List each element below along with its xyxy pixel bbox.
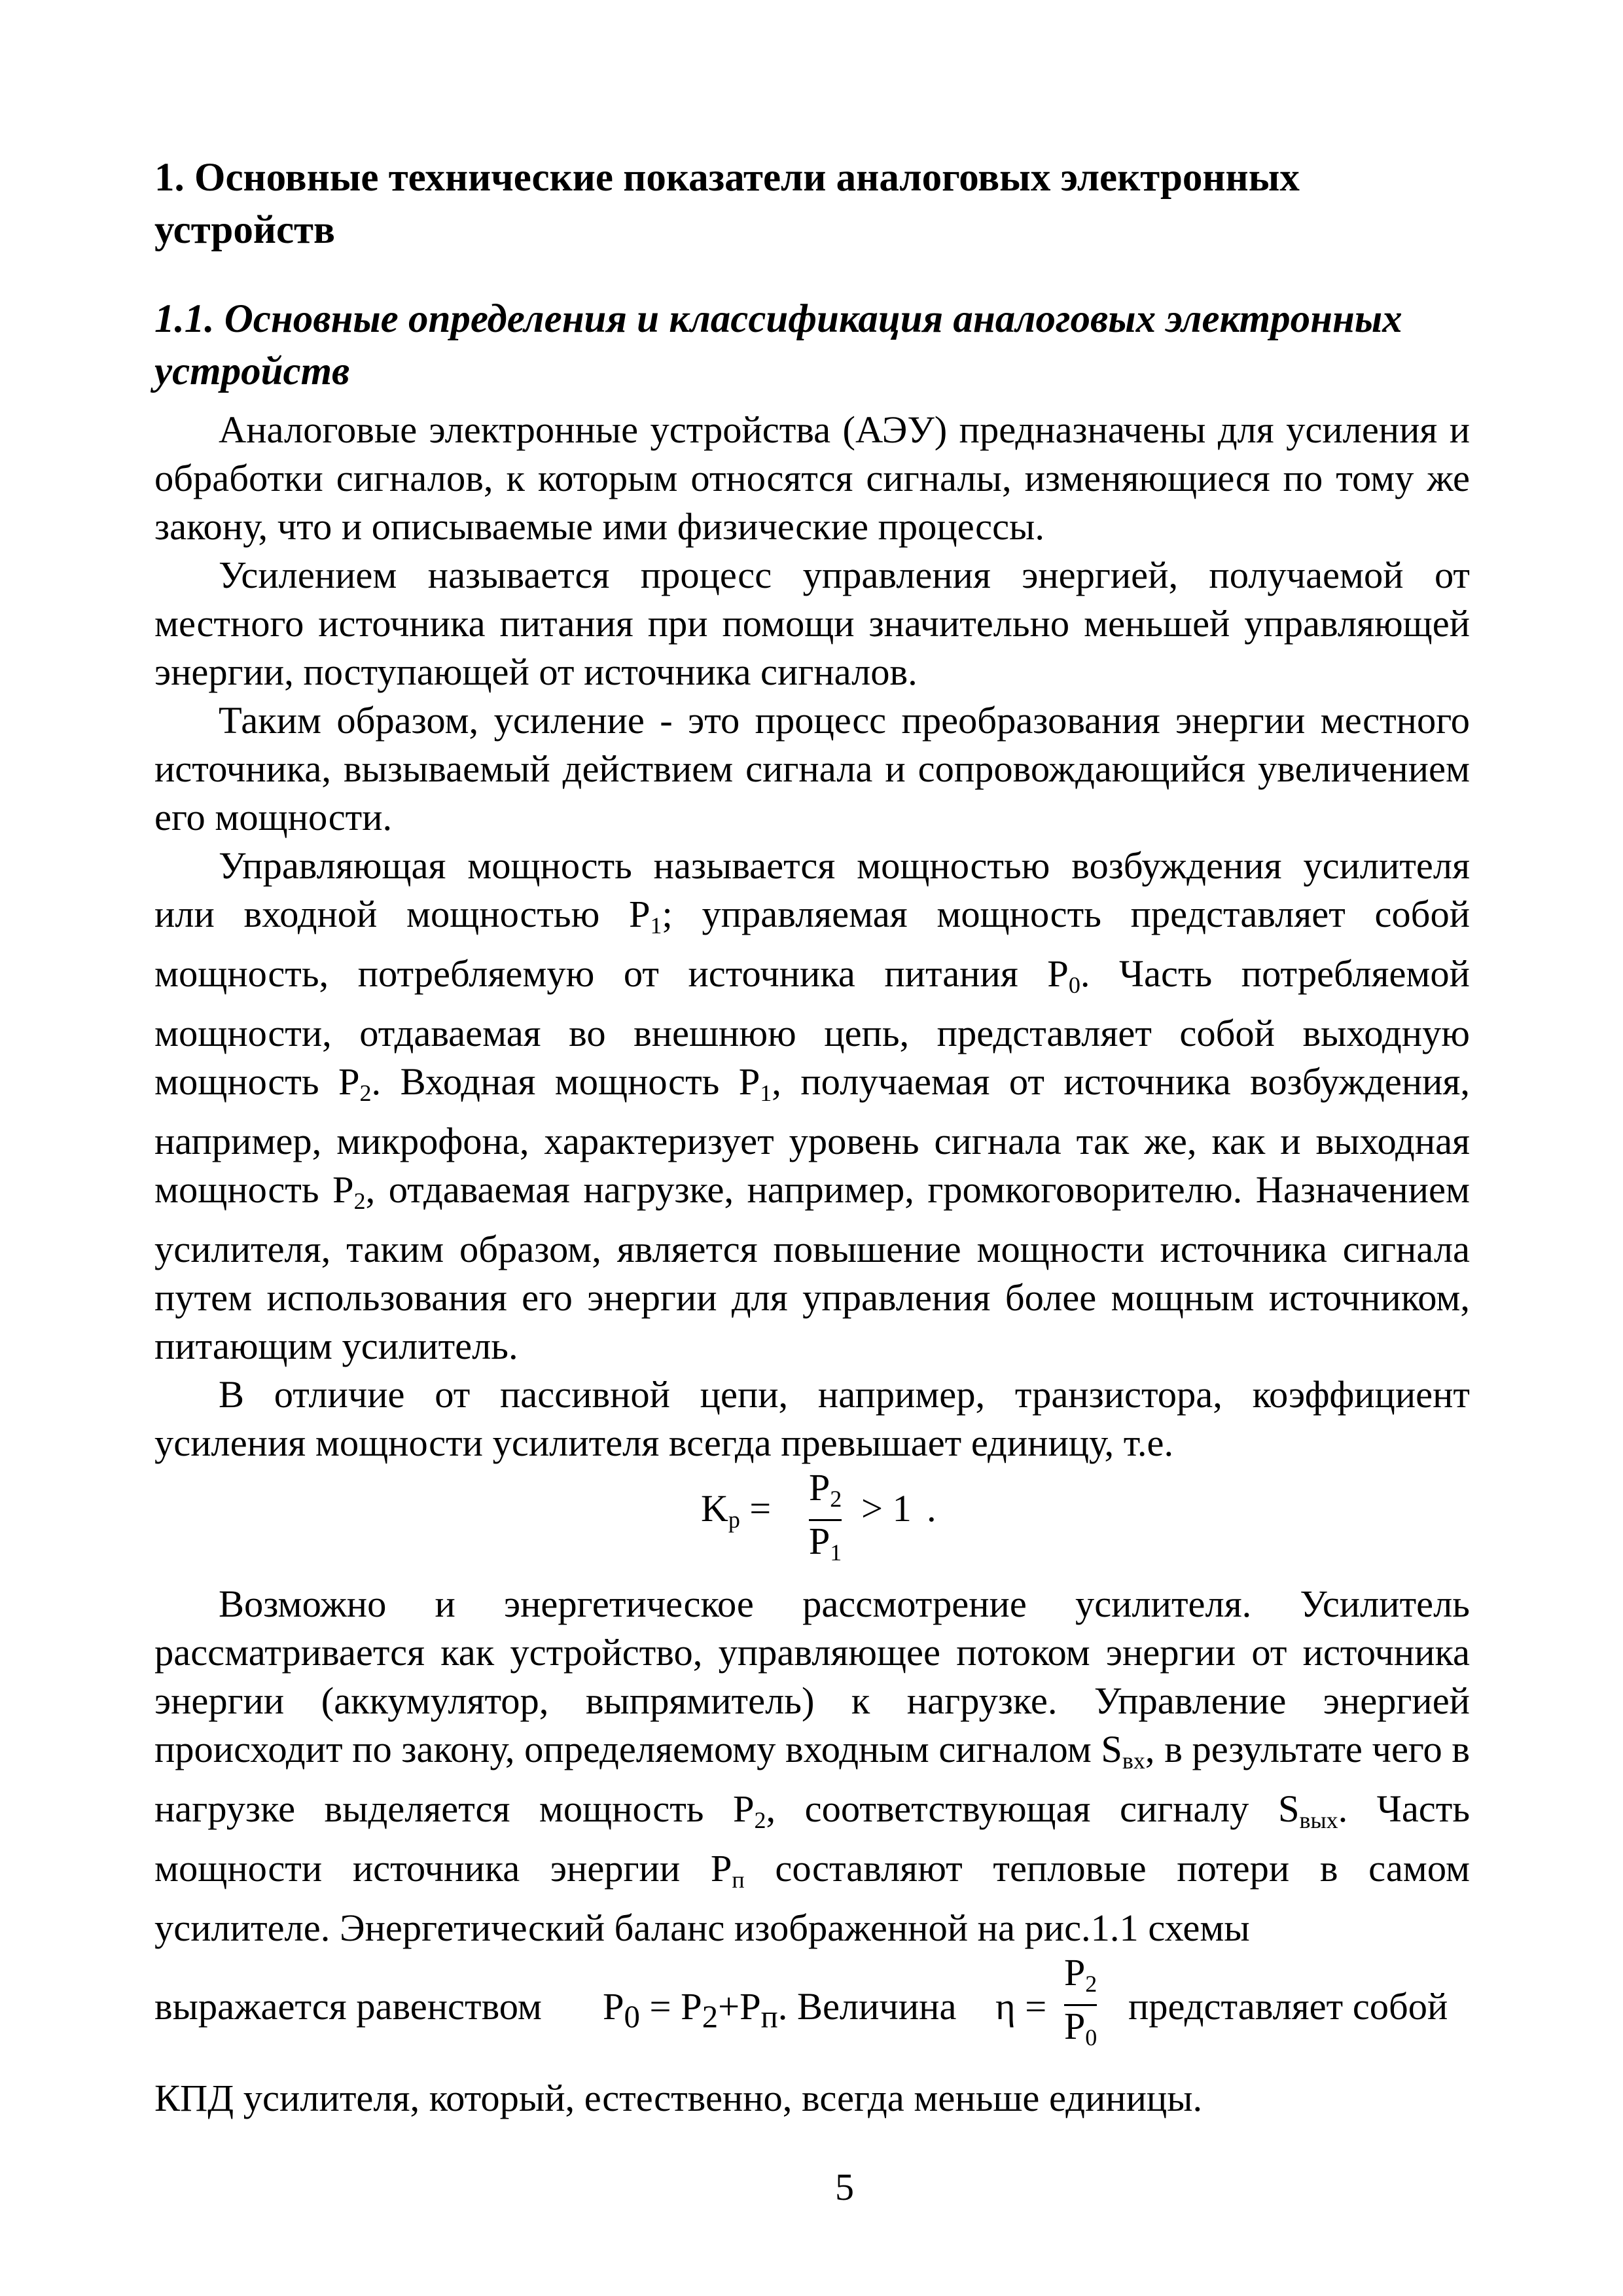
energy-balance-equation: $P_0 = P_2+P_п$. Величина	[603, 1985, 957, 2035]
paragraph-6: Возможно и энергетическое рассмотрение усилителя. Усилитель рассматривается как устройство, управляющее потоком энергии от источника энергии (аккумулятор, выпрямитель) к нагрузке. Управление энергией происходит по закону, определяемому входным сигналом $S_{вх}$, в результате чего в нагрузке выделяется мощность $P_2$, соответствующая сигналу $S_{вых}$. Часть мощности источника энергии $P_п$ составляют тепловые потери в самом усилителе. Энергетический баланс изображенной на рис.1.1 схемы	[154, 1583, 1471, 1949]
formula-kp-lhs: $K_р$ =	[701, 1487, 772, 1533]
formula-kp-rhs: > 1	[861, 1487, 912, 1530]
formula-kp-dot: .	[927, 1487, 936, 1530]
formula-eta-fraction: $P_2$ $P_0$	[1064, 1951, 1097, 2051]
body-text	[154, 406, 1470, 2123]
paragraph-1: Аналоговые электронные устройства (АЭУ) предназначены для усиления и обработки сигналов, к которым относятся сигналы, изменяющиеся по тому же закону, что и описываемые ими физические процессы.	[154, 408, 1470, 548]
paragraph-4: Управляющая мощность называется мощностью возбуждения усилителя или входной мощностью $P_1$; управляемая мощность представляет собой мощность, потребляемую от источника питания $P_0$. Часть потребляемой мощности, отдаваемая во внешнюю цепь, представляет собой выходную мощность $P_2$. Входная мощность $P_1$, получаемая от источника возбуждения, например, микрофона, характеризует уровень сигнала так же, как и выходная мощность $P_2$, отдаваемая нагрузке, например, громкоговорителю. Назначением усилителя, таким образом, является повышение мощности источника сигнала путем использования его энергии для управления более мощным источником, питающим усилитель.	[154, 844, 1471, 1367]
page-number: 5	[835, 2166, 854, 2208]
formula-kp-fraction: $P_2$ $P_1$	[809, 1466, 842, 1566]
section-heading: 1.1. Основные определения и классификация аналоговых электронных устройств	[154, 297, 1402, 393]
paragraph-3: Таким образом, усиление - это процесс преобразования энергии местного источника, вызываемый действием сигнала и сопровождающийся увеличением его мощности.	[154, 699, 1470, 838]
paragraph-2: Усилением называется процесс управления энергией, получаемой от местного источника питания при помощи значительно меньшей управляющей энергии, поступающей от источника сигналов.	[154, 554, 1470, 693]
chapter-heading: 1. Основные технические показатели аналоговых электронных устройств	[154, 156, 1300, 252]
formula-eta-lhs: η =	[995, 1985, 1047, 2028]
efficiency-line: выражается равенством $P_0 = P_2+P_п$. Величина η = $P_2$ $P_0$ представляет собой	[154, 1952, 1470, 2061]
paragraph-8: КПД усилителя, который, естественно, всегда меньше единицы.	[154, 2077, 1203, 2119]
paragraph-5: В отличие от пассивной цепи, например, транзистора, коэффициент усиления мощности усилителя всегда превышает единицу, т.е.	[154, 1373, 1470, 1464]
formula-power-gain	[154, 1467, 1470, 1580]
